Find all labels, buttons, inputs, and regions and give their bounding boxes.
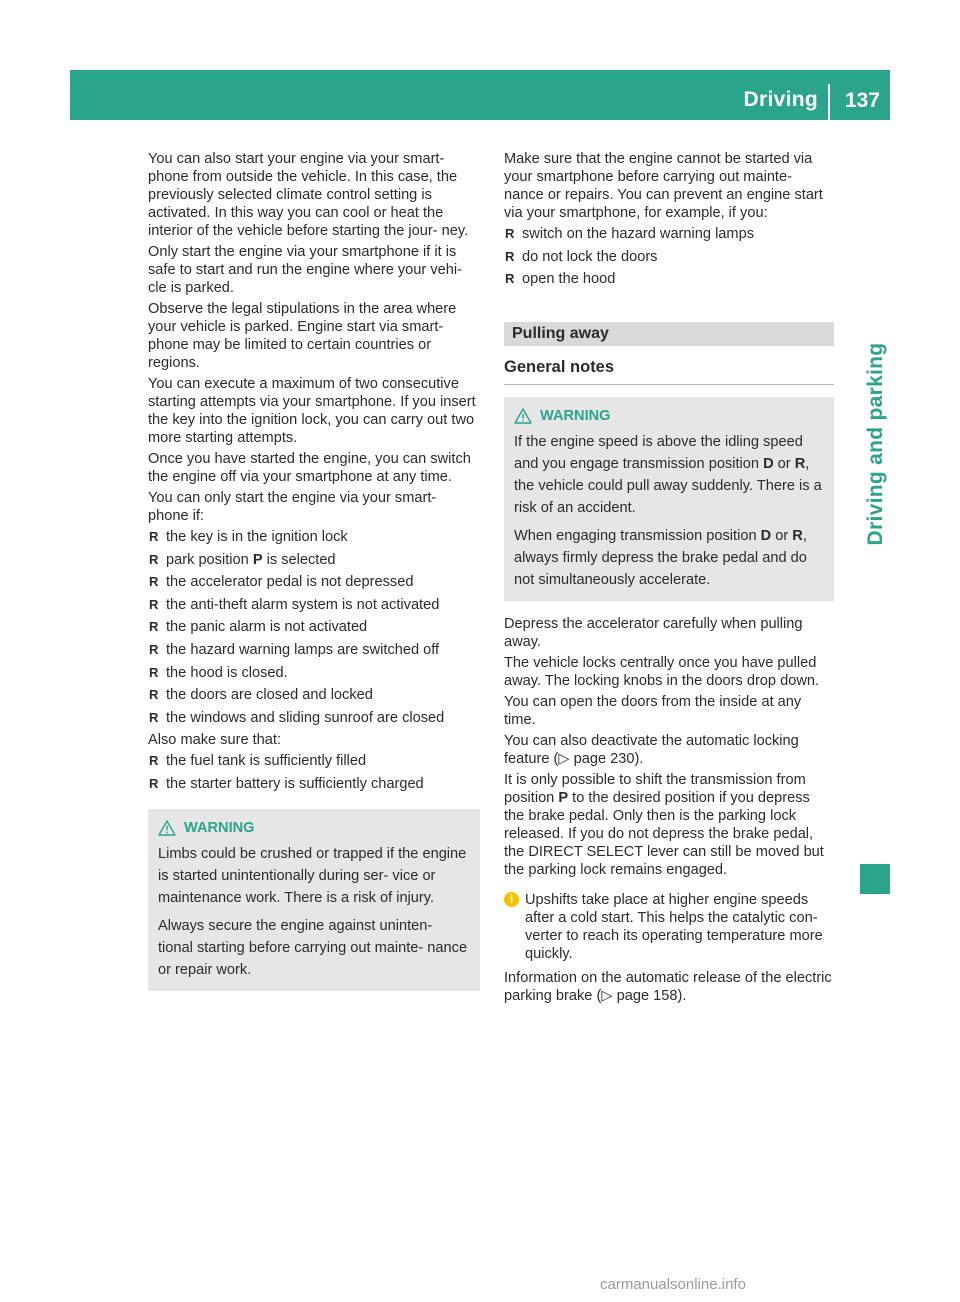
section-title: Driving — [743, 88, 818, 111]
info-icon: i — [504, 892, 519, 907]
side-tab-label: Driving and parking — [864, 342, 887, 546]
list-item: R do not lock the doors — [504, 248, 834, 266]
right-column — [504, 150, 834, 1008]
paragraph: Once you have started the engine, you can switch the engine off via your smartphone at any time. — [148, 451, 471, 485]
warning-text: Limbs could be crushed or trapped if the engine is started unintentionally during ser- vice or maintenance work. There is a risk of injury. — [158, 845, 467, 906]
warning-text: If the engine speed is above the idling speed and you engage transmission position D or R, the vehicle could pull away suddenly. There is a risk of an accident. — [514, 434, 822, 517]
paragraph: You can open the doors from the inside at any time. — [504, 694, 802, 729]
warning-box — [504, 397, 834, 601]
list-item: R the accelerator pedal is not depressed — [148, 573, 480, 591]
paragraph: Make sure that the engine cannot be started via your smartphone before carrying out mainte- nance or repairs. You can prevent an engine start via your smartphone, for example, if you: — [504, 151, 823, 221]
paragraph: Information on the automatic release of the electric parking brake (▷ page 158). — [504, 970, 832, 1005]
also-list — [148, 752, 480, 793]
prevent-list — [504, 225, 834, 288]
warning-title: WARNING — [540, 408, 611, 425]
side-tab-marker — [860, 864, 890, 894]
warning-box — [148, 809, 480, 991]
section-heading: Pulling away — [504, 322, 834, 346]
sub-heading: General notes — [504, 358, 834, 385]
left-column — [148, 150, 480, 1005]
header-bar — [70, 70, 890, 120]
list-item: R open the hood — [504, 270, 834, 288]
list-item: R the starter battery is sufficiently charged — [148, 775, 480, 793]
watermark: carmanualsonline.info — [600, 1276, 746, 1293]
warning-triangle-icon — [158, 820, 176, 836]
list-item: R the hazard warning lamps are switched off — [148, 641, 480, 659]
warning-title: WARNING — [184, 819, 255, 836]
warning-header — [158, 819, 470, 837]
list-item: R the doors are closed and locked — [148, 686, 480, 704]
warning-text: Always secure the engine against uninten- tional starting before carrying out mainte- nance or repair work. — [158, 917, 468, 978]
info-text: Upshifts take place at higher engine speeds after a cold start. This helps the catalytic con- verter to reach its operating temperature more quickly. — [525, 892, 823, 963]
list-item: R the windows and sliding sunroof are closed — [148, 709, 480, 727]
warning-header — [514, 407, 824, 425]
warning-triangle-icon — [514, 408, 532, 424]
warning-text: When engaging transmission position D or R, always firmly depress the brake pedal and do not simultaneously accelerate. — [514, 528, 807, 589]
list-item: R the panic alarm is not activated — [148, 618, 480, 636]
paragraph: You can execute a maximum of two consecutive starting attempts via your smartphone. If you insert the key into the ignition lock, you can carry out two more starting attempts. — [148, 376, 476, 446]
paragraph: Only start the engine via your smartphone if it is safe to start and run the engine where your vehi- cle is parked. — [148, 244, 462, 296]
list-item: R switch on the hazard warning lamps — [504, 225, 834, 243]
list-item: R park position P is selected — [148, 551, 480, 569]
conditions-list — [148, 528, 480, 727]
list-item: R the key is in the ignition lock — [148, 528, 480, 546]
paragraph: The vehicle locks centrally once you have pulled away. The locking knobs in the doors drop down. — [504, 655, 820, 690]
paragraph: You can also start your engine via your smart- phone from outside the vehicle. In this case, the previously selected climate control setting is activated. In this way you can cool or heat the interior of the vehicle before starting the jour- ney. — [148, 151, 469, 239]
paragraph: It is only possible to shift the transmission from position P to the desired position if you depress the brake pedal. Only then is the parking lock released. If you do not depress the brake pedal, the DIRECT SELECT lever can still be moved but the parking lock remains engaged. — [504, 772, 824, 879]
list-item: R the anti-theft alarm system is not activated — [148, 596, 480, 614]
info-note — [504, 891, 834, 963]
paragraph: Also make sure that: — [148, 732, 282, 749]
paragraph: You can only start the engine via your smart- phone if: — [148, 490, 437, 524]
page-number: 137 — [844, 89, 880, 112]
paragraph: You can also deactivate the automatic locking feature (▷ page 230). — [504, 733, 799, 768]
list-item: R the fuel tank is sufficiently filled — [148, 752, 480, 770]
paragraph: Observe the legal stipulations in the area where your vehicle is parked. Engine start via smart- phone may be limited to certain countries or regions. — [148, 301, 457, 371]
list-item: R the hood is closed. — [148, 664, 480, 682]
paragraph: Depress the accelerator carefully when pulling away. — [504, 616, 803, 651]
header-separator — [828, 84, 830, 120]
